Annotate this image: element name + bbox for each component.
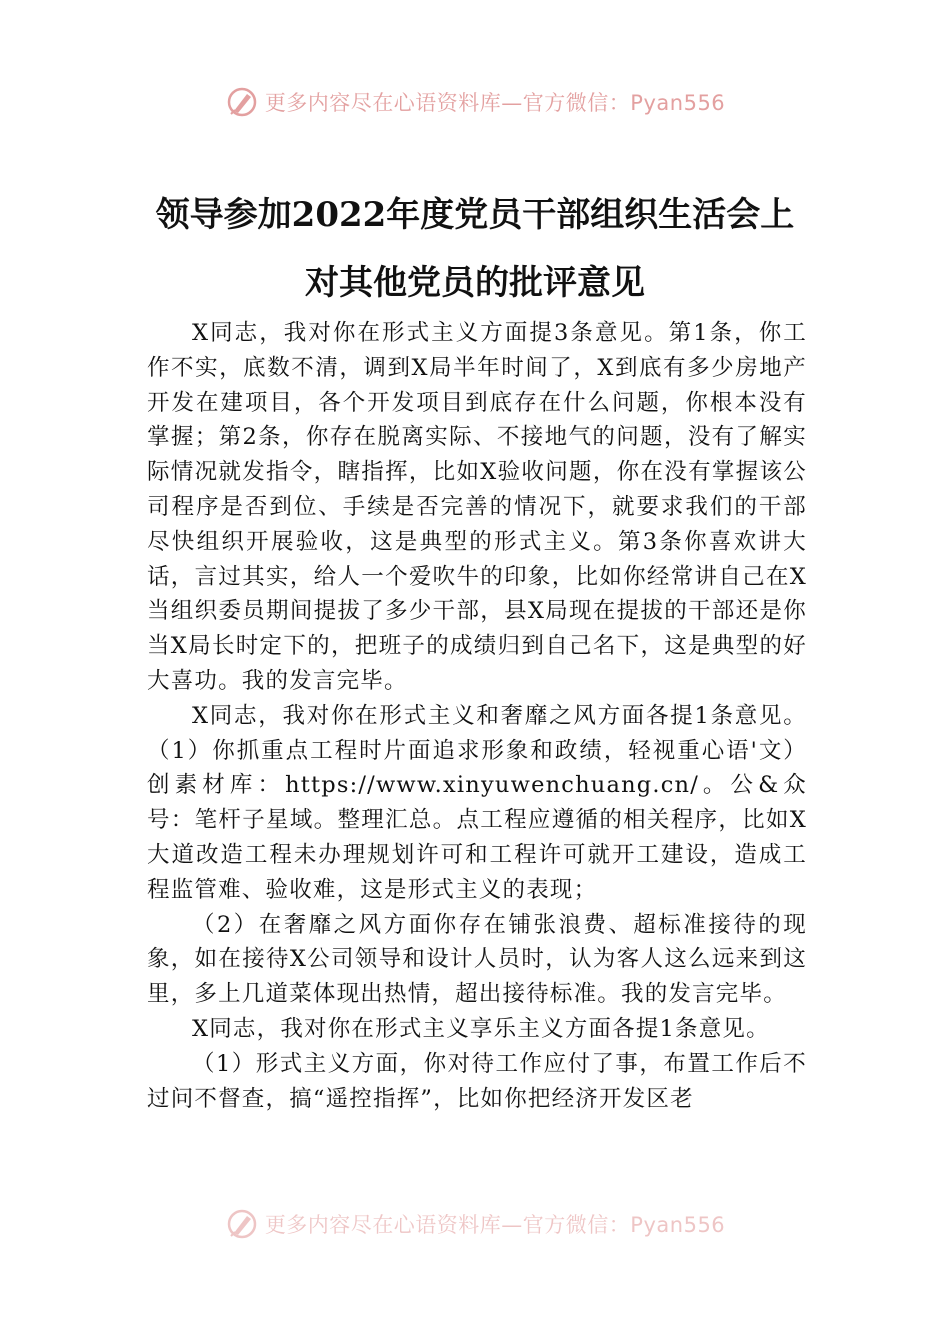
- watermark-banner-bottom: [0, 1204, 950, 1244]
- document-body: [147, 316, 807, 1216]
- paragraph-2: X同志，我对你在形式主义和奢靡之风方面各提1条意见。（1）你抓重点工程时片面追求形象和政绩，轻视重心语'文）创素材库：https://www.xinyuwenchuang.cn/。公&众号：笔杆子星域。整理汇总。点工程应遵循的相关程序，比如X大道改造工程未办理规划许可和工程许可就开工建设，造成工程监管难、验收难，这是形式主义的表现；: [147, 702, 807, 903]
- paragraph-4: X同志，我对你在形式主义享乐主义方面各提1条意见。: [192, 1015, 770, 1042]
- watermark-text: 更多内容尽在心语资料库—官方微信：Pyan556: [264, 91, 726, 115]
- pen-circle-logo-icon: [225, 85, 259, 119]
- document-title-line-2: 对其他党员的批评意见: [305, 263, 645, 303]
- paragraph-3: （2）在奢靡之风方面你存在铺张浪费、超标准接待的现象，如在接待X公司领导和设计人员时，认为客人这么远来到这里，多上几道菜体现出热情，超出接待标准。我的发言完毕。: [147, 911, 807, 1008]
- pen-circle-logo-icon: [225, 1207, 259, 1241]
- document-title-line-1: 领导参加2022年度党员干部组织生活会上: [155, 195, 795, 235]
- watermark-banner-top: [0, 82, 950, 122]
- paragraph-1: X同志，我对你在形式主义方面提3条意见。第1条，你工作不实，底数不清，调到X局半年时间了，X到底有多少房地产开发在建项目，各个开发项目到底存在什么问题，你根本没有掌握；第2条，你存在脱离实际、不接地气的问题，没有了解实际情况就发指令，瞎指挥，比如X验收问题，你在没有掌握该公司程序是否到位、手续是否完善的情况下，就要求我们的干部尽快组织开展验收，这是典型的形式主义。第3条你喜欢讲大话，言过其实，给人一个爱吹牛的印象，比如你经常讲自己在X当组织委员期间提拔了多少干部，县X局现在提拔的干部还是你当X局长时定下的，把班子的成绩归到自己名下，这是典型的好大喜功。我的发言完毕。: [147, 320, 807, 694]
- watermark-text: 更多内容尽在心语资料库—官方微信：Pyan556: [264, 1213, 726, 1237]
- paragraph-5: （1）形式主义方面，你对待工作应付了事，布置工作后不过问不督查，搞“遥控指挥”，比如你把经济开发区老: [147, 1050, 807, 1112]
